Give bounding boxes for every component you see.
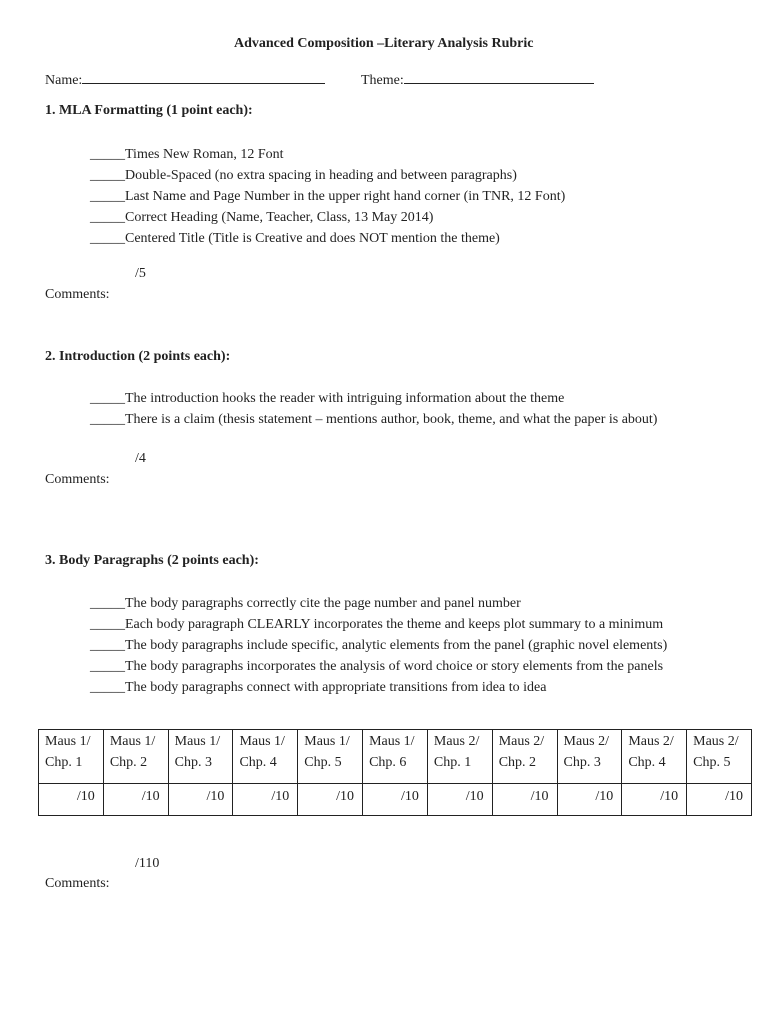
- section-heading-body: 3. Body Paragraphs (2 points each):: [45, 553, 259, 568]
- item-text: The body paragraphs connect with appropriate transitions from idea to idea: [125, 680, 547, 695]
- item-text: Correct Heading (Name, Teacher, Class, 13 May 2014): [125, 210, 434, 225]
- comments-label-mla: Comments:: [45, 287, 110, 302]
- check-blank[interactable]: _____: [90, 412, 125, 427]
- table-header-cell: Maus 2/ Chp. 3: [557, 730, 622, 784]
- theme-field[interactable]: [361, 70, 594, 89]
- list-item[interactable]: [90, 409, 657, 430]
- check-blank[interactable]: _____: [90, 168, 125, 183]
- list-item[interactable]: [90, 656, 667, 677]
- check-blank[interactable]: _____: [90, 391, 125, 406]
- item-text: Centered Title (Title is Creative and does NOT mention the theme): [125, 231, 500, 246]
- score-cell[interactable]: /10: [233, 784, 298, 816]
- page-title: Advanced Composition –Literary Analysis Rubric: [234, 36, 534, 51]
- comments-label-body: Comments:: [45, 876, 110, 891]
- item-text: The introduction hooks the reader with intriguing information about the theme: [125, 391, 565, 406]
- section-items-mla: [90, 144, 565, 249]
- section-items-introduction: [90, 388, 657, 430]
- item-text: Double-Spaced (no extra spacing in heading and between paragraphs): [125, 168, 517, 183]
- score-cell[interactable]: /10: [492, 784, 557, 816]
- score-cell[interactable]: /10: [557, 784, 622, 816]
- score-cell[interactable]: /10: [622, 784, 687, 816]
- list-item[interactable]: [90, 593, 667, 614]
- name-label: Name:: [45, 73, 83, 88]
- score-cell[interactable]: /10: [363, 784, 428, 816]
- score-table: [38, 729, 752, 816]
- score-cell[interactable]: /10: [168, 784, 233, 816]
- list-item[interactable]: [90, 165, 565, 186]
- check-blank[interactable]: _____: [90, 596, 125, 611]
- table-header-cell: Maus 1/ Chp. 1: [39, 730, 104, 784]
- score-cell[interactable]: /10: [39, 784, 104, 816]
- list-item[interactable]: [90, 635, 667, 656]
- list-item[interactable]: [90, 144, 565, 165]
- section-items-body: [90, 593, 667, 698]
- score-body: /110: [135, 856, 160, 871]
- table-header-cell: Maus 1/ Chp. 2: [103, 730, 168, 784]
- check-blank[interactable]: _____: [90, 617, 125, 632]
- section-heading-mla: 1. MLA Formatting (1 point each):: [45, 103, 253, 118]
- name-blank[interactable]: [82, 70, 325, 84]
- name-field[interactable]: [45, 70, 325, 89]
- item-text: Last Name and Page Number in the upper right hand corner (in TNR, 12 Font): [125, 189, 566, 204]
- item-text: There is a claim (thesis statement – mentions author, book, theme, and what the paper is about): [125, 412, 658, 427]
- comments-label-introduction: Comments:: [45, 472, 110, 487]
- table-header-row: [39, 730, 752, 784]
- list-item[interactable]: [90, 228, 565, 249]
- check-blank[interactable]: _____: [90, 189, 125, 204]
- list-item[interactable]: [90, 614, 667, 635]
- item-text: Each body paragraph CLEARLY incorporates the theme and keeps plot summary to a minimum: [125, 617, 664, 632]
- section-heading-introduction: 2. Introduction (2 points each):: [45, 349, 231, 364]
- list-item[interactable]: [90, 677, 667, 698]
- score-cell[interactable]: /10: [103, 784, 168, 816]
- score-cell[interactable]: /10: [427, 784, 492, 816]
- check-blank[interactable]: _____: [90, 147, 125, 162]
- theme-blank[interactable]: [404, 70, 594, 84]
- score-introduction: /4: [135, 451, 146, 466]
- score-cell[interactable]: /10: [687, 784, 752, 816]
- score-cell[interactable]: /10: [298, 784, 363, 816]
- table-score-row: [39, 784, 752, 816]
- item-text: Times New Roman, 12 Font: [125, 147, 284, 162]
- table-header-cell: Maus 2/ Chp. 2: [492, 730, 557, 784]
- table-header-cell: Maus 1/ Chp. 5: [298, 730, 363, 784]
- table-header-cell: Maus 1/ Chp. 3: [168, 730, 233, 784]
- list-item[interactable]: [90, 207, 565, 228]
- score-mla: /5: [135, 266, 146, 281]
- list-item[interactable]: [90, 388, 657, 409]
- item-text: The body paragraphs correctly cite the page number and panel number: [125, 596, 521, 611]
- check-blank[interactable]: _____: [90, 659, 125, 674]
- check-blank[interactable]: _____: [90, 680, 125, 695]
- check-blank[interactable]: _____: [90, 210, 125, 225]
- check-blank[interactable]: _____: [90, 638, 125, 653]
- table-header-cell: Maus 1/ Chp. 4: [233, 730, 298, 784]
- list-item[interactable]: [90, 186, 565, 207]
- table-header-cell: Maus 2/ Chp. 4: [622, 730, 687, 784]
- theme-label: Theme:: [361, 73, 404, 88]
- table-header-cell: Maus 2/ Chp. 1: [427, 730, 492, 784]
- check-blank[interactable]: _____: [90, 231, 125, 246]
- item-text: The body paragraphs include specific, analytic elements from the panel (graphic novel elements): [125, 638, 668, 653]
- item-text: The body paragraphs incorporates the analysis of word choice or story elements from the panels: [125, 659, 664, 674]
- table-header-cell: Maus 2/ Chp. 5: [687, 730, 752, 784]
- table-header-cell: Maus 1/ Chp. 6: [363, 730, 428, 784]
